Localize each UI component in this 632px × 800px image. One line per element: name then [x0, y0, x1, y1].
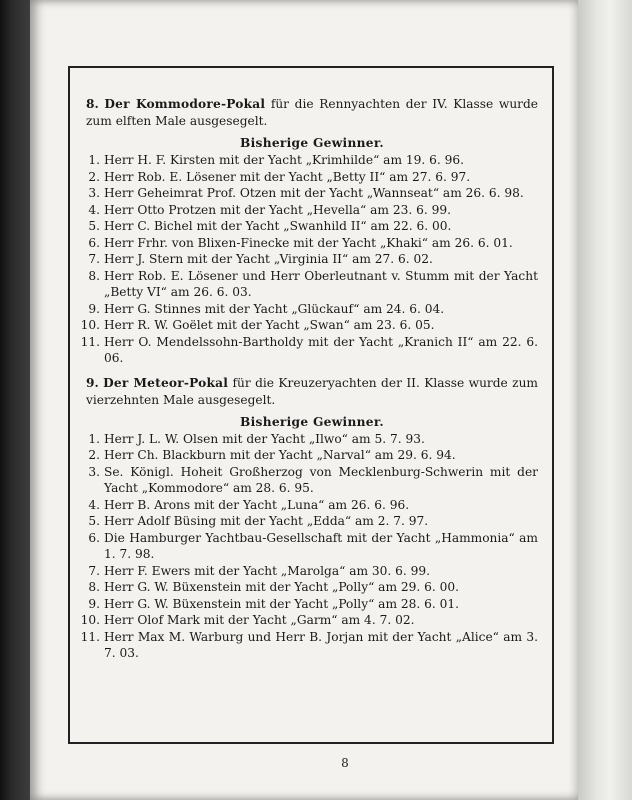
winner-item: [86, 169, 538, 186]
winner-number: 11.: [80, 629, 100, 644]
winner-number: 3.: [88, 464, 100, 479]
section-meteor-pokal: [80, 375, 538, 662]
section-title: Der Kommodore-Pokal: [104, 97, 266, 111]
winner-text: Herr Adolf Büsing mit der Yacht „Edda“ am 2. 7. 97.: [104, 514, 429, 528]
winner-text: Se. Königl. Hoheit Großherzog von Mecklenburg-Schwerin mit der Yacht „Kommodore“ am 28. 6. 95.: [104, 464, 538, 495]
winner-item: [86, 235, 538, 252]
winner-number: 4.: [88, 202, 100, 217]
section-intro: [86, 96, 538, 130]
winner-item: [86, 464, 538, 497]
winner-number: 1.: [88, 153, 100, 167]
winner-item: [80, 612, 538, 629]
winner-number: 8.: [88, 580, 100, 594]
winner-number: 6.: [88, 235, 100, 250]
winner-number: 5.: [88, 219, 100, 233]
winner-text: Herr Rob. E. Lösener und Herr Oberleutnant v. Stumm mit der Yacht „Betty VI“ am 26. 6. 03.: [104, 268, 538, 299]
winner-item: [86, 563, 538, 580]
winner-text: Herr F. Ewers mit der Yacht „Marolga“ am 30. 6. 99.: [104, 563, 431, 578]
section-description: für die Kreuzeryachten der II. Klasse wurde zum vierzehnten Male ausgesegelt.: [86, 375, 538, 407]
winner-item: [86, 202, 538, 219]
section-kommodore-pokal: [80, 96, 539, 367]
winner-item: [86, 513, 538, 530]
winner-text: Herr Otto Protzen mit der Yacht „Hevella“ am 23. 6. 99.: [104, 202, 451, 217]
winner-number: 10.: [80, 318, 100, 332]
winner-item: [86, 497, 538, 514]
winner-number: 2.: [88, 169, 100, 184]
winner-text: Herr J. L. W. Olsen mit der Yacht „Ilwo“ am 5. 7. 93.: [104, 431, 425, 446]
section-number: 9.: [86, 375, 99, 390]
winner-text: Herr G. W. Büxenstein mit der Yacht „Polly“ am 29. 6. 00.: [104, 580, 460, 594]
winner-number: 11.: [80, 334, 100, 349]
winners-list: [80, 431, 538, 662]
book-spine: [0, 0, 30, 800]
winner-number: 5.: [88, 514, 100, 528]
winner-item: [86, 447, 538, 464]
winner-item: [86, 218, 538, 235]
winner-text: Herr Max M. Warburg und Herr B. Jorjan mit der Yacht „Alice“ am 3. 7. 03.: [104, 629, 538, 660]
section-number: 8.: [86, 97, 99, 111]
winners-heading: Bisherige Gewinner.: [240, 414, 384, 429]
winner-number: 8.: [88, 268, 100, 283]
winner-number: 1.: [88, 431, 100, 446]
page-number: 8: [341, 756, 349, 770]
winner-number: 3.: [88, 186, 100, 200]
next-page-edge: [578, 0, 632, 800]
winner-number: 7.: [88, 563, 100, 578]
winner-text: Herr Ch. Blackburn mit der Yacht „Narval“ am 29. 6. 94.: [104, 448, 456, 462]
winner-text: Herr Frhr. von Blixen-Finecke mit der Yacht „Khaki“ am 26. 6. 01.: [104, 235, 513, 250]
winner-text: Herr J. Stern mit der Yacht „Virginia II“ am 27. 6. 02.: [104, 252, 433, 266]
winner-item: [86, 431, 538, 448]
winner-text: Die Hamburger Yachtbau-Gesellschaft mit der Yacht „Hammonia“ am 1. 7. 98.: [104, 530, 538, 561]
winner-text: Herr Olof Mark mit der Yacht „Garm“ am 4. 7. 02.: [104, 613, 415, 627]
winner-item: [86, 185, 538, 202]
winner-text: Herr Geheimrat Prof. Otzen mit der Yacht „Wannseat“ am 26. 6. 98.: [104, 186, 524, 200]
winner-text: Herr B. Arons mit der Yacht „Luna“ am 26. 6. 96.: [104, 497, 410, 512]
section-intro: [86, 375, 538, 409]
winner-item: [86, 596, 538, 613]
page-frame: [68, 66, 554, 744]
winner-item: [86, 301, 538, 318]
winner-item: [80, 334, 538, 367]
winner-number: 6.: [88, 530, 100, 545]
winner-item: [86, 530, 538, 563]
winner-item: [86, 268, 538, 301]
winner-text: Herr C. Bichel mit der Yacht „Swanhild II“ am 22. 6. 00.: [104, 219, 452, 233]
winner-text: Herr G. Stinnes mit der Yacht „Glückauf“ am 24. 6. 04.: [104, 301, 445, 316]
winner-item: [86, 251, 538, 268]
winner-number: 4.: [88, 497, 100, 512]
winner-item: [86, 152, 538, 169]
winner-text: Herr Rob. E. Lösener mit der Yacht „Betty II“ am 27. 6. 97.: [104, 169, 471, 184]
winner-number: 10.: [80, 613, 100, 627]
winners-list: [80, 152, 538, 367]
winner-number: 9.: [88, 596, 100, 611]
winners-heading: Bisherige Gewinner.: [240, 136, 384, 150]
winner-text: Herr H. F. Kirsten mit der Yacht „Krimhilde“ am 19. 6. 96.: [104, 153, 465, 167]
winner-text: Herr R. W. Goëlet mit der Yacht „Swan“ am 23. 6. 05.: [104, 318, 435, 332]
winner-item: [80, 317, 538, 334]
winner-item: [86, 579, 538, 596]
winner-text: Herr G. W. Büxenstein mit der Yacht „Polly“ am 28. 6. 01.: [104, 596, 460, 611]
winner-number: 7.: [88, 252, 100, 266]
section-description: für die Rennyachten der IV. Klasse wurde zum elften Male ausgesegelt.: [86, 97, 539, 128]
winner-number: 2.: [88, 448, 100, 462]
winner-item: [80, 629, 538, 662]
winner-number: 9.: [88, 301, 100, 316]
winner-text: Herr O. Mendelssohn-Bartholdy mit der Yacht „Kranich II“ am 22. 6. 06.: [104, 334, 538, 365]
section-title: Der Meteor-Pokal: [103, 375, 229, 390]
